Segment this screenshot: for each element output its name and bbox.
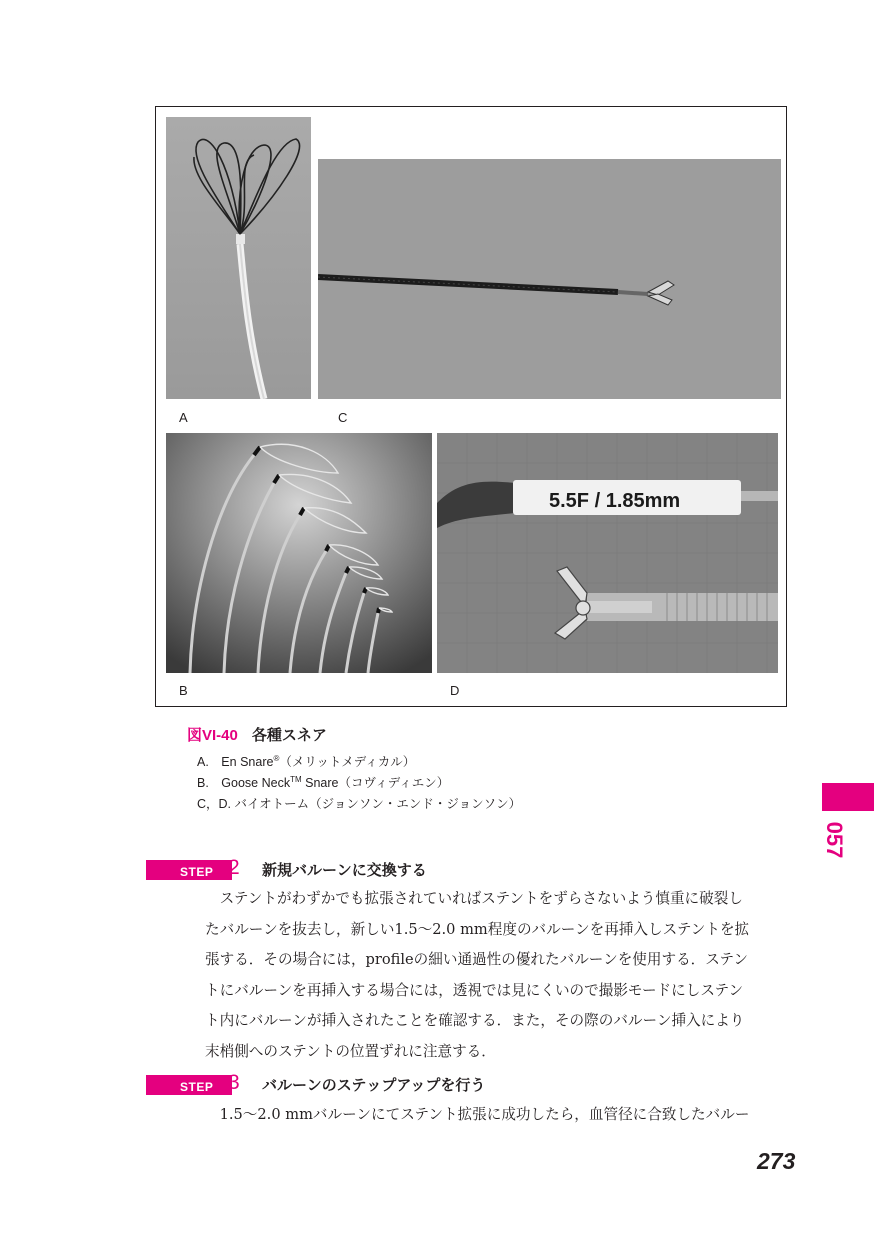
panel-label-d: D — [450, 683, 460, 698]
caption-b-trademark: TM — [290, 774, 302, 784]
step-3-label: STEP — [180, 1080, 214, 1094]
step-2-line: 張する．その場合には，profileの細い通過性の優れたバルーンを使用する．ステン — [205, 951, 749, 968]
step-2-line: ト内にバルーンが挿入されたことを確認する．また，その際のバルーン挿入により — [205, 1012, 745, 1029]
photo-a-en-snare — [166, 117, 311, 399]
step-2-line: たバルーンを抜去し，新しい1.5〜2.0 mm程度のバルーンを再挿入しステントを拡 — [205, 920, 750, 938]
figure-title: 各種スネア — [251, 726, 327, 744]
step-2-line: ステントがわずかでも拡張されていればステントをずらさないよう慎重に破裂し — [205, 890, 743, 907]
figure-number: 図VI-40 — [187, 727, 238, 744]
chapter-side-number: 057 — [822, 821, 847, 859]
step-3-body — [205, 1100, 785, 1131]
caption-line-b — [197, 773, 449, 791]
step-2-line: トにバルーンを再挿入する場合には，透視では見にくいので撮影モードにしステン — [205, 981, 744, 999]
figure-caption-title — [187, 724, 327, 745]
photo-d-biotome-closeup — [437, 433, 778, 673]
photo-d-tube-label: 5.5F / 1.85mm — [549, 490, 681, 512]
caption-b-product: B. Goose Neck — [197, 776, 291, 790]
step-2-title: 新規バルーンに交換する — [262, 861, 427, 879]
caption-a-registered-mark: ® — [273, 753, 280, 763]
step-2-line: 末梢側へのステントの位置ずれに注意する． — [205, 1042, 496, 1060]
photo-b-goose-neck-snare — [166, 433, 432, 673]
step-2-number: 2 — [228, 856, 240, 879]
caption-line-cd: C，D. バイオトーム（ジョンソン・エンド・ジョンソン） — [197, 797, 522, 811]
chapter-side-tab — [822, 783, 874, 811]
caption-a-product: A. En Snare — [197, 755, 274, 769]
panel-label-c: C — [338, 410, 348, 425]
caption-a-maker: （メリットメディカル） — [279, 755, 416, 769]
caption-line-a — [197, 752, 415, 770]
step-3-title: バルーンのステップアップを行う — [262, 1076, 486, 1094]
step-3-line: 1.5〜2.0 mmバルーンにてステント拡張に成功したら，血管径に合致したバルー — [205, 1106, 750, 1123]
photo-c-biotome — [318, 159, 781, 399]
caption-b-maker: Snare（コヴィディエン） — [301, 776, 450, 790]
step-2-label: STEP — [180, 865, 214, 879]
step-3-number: 3 — [228, 1071, 240, 1094]
page-number: 273 — [757, 1148, 796, 1174]
panel-label-a: A — [179, 410, 188, 425]
panel-label-b: B — [179, 683, 188, 698]
step-2-body — [205, 884, 785, 1067]
